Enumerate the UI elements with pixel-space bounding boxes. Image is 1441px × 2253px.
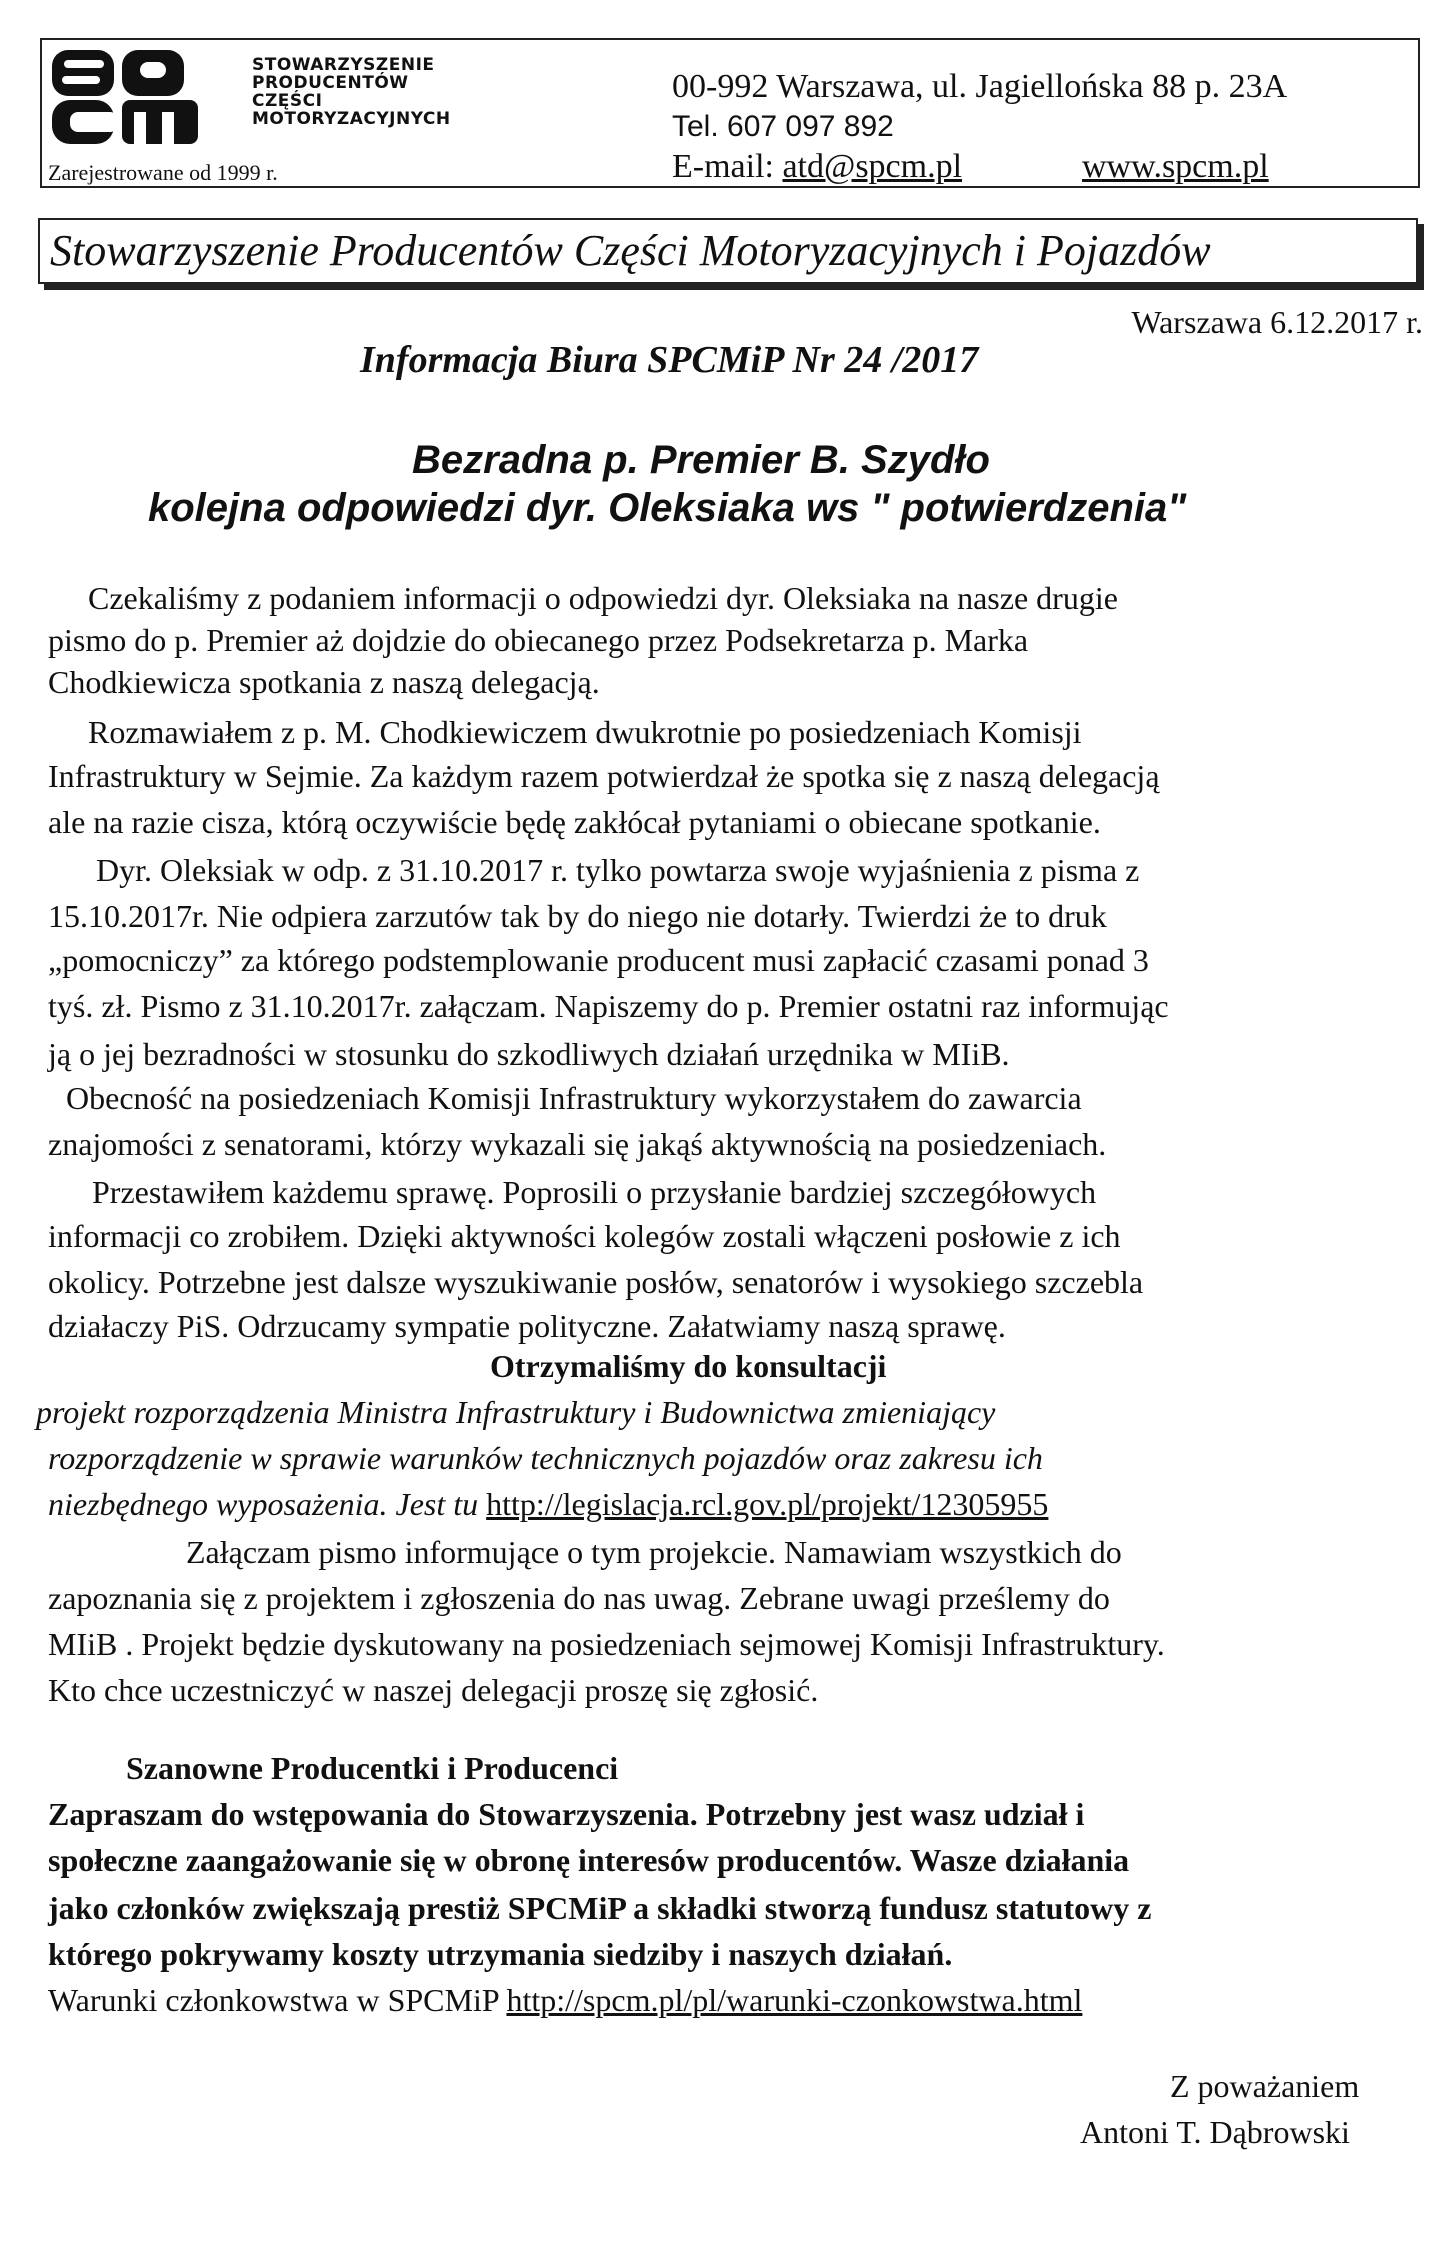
body-line: Przestawiłem każdemu sprawę. Poprosili o przysłanie bardziej szczegółowych xyxy=(92,1174,1097,1210)
body-line: Infrastruktury w Sejmie. Za każdym razem potwierdzał że spotka się z naszą delegacją xyxy=(48,758,1160,794)
logo-name xyxy=(252,56,451,128)
attachment-line: Kto chce uczestniczyć w naszej delegacji proszę się zgłosić. xyxy=(48,1672,819,1708)
attachment-line: MIiB . Projekt będzie dyskutowany na posiedzeniach sejmowej Komisji Infrastruktury. xyxy=(48,1626,1165,1662)
document-date: Warszawa 6.12.2017 r. xyxy=(1131,304,1423,340)
registration-note: Zarejestrowane od 1999 r. xyxy=(48,160,278,185)
body-line: 15.10.2017r. Nie odpiera zarzutów tak by do niego nie dotarły. Twierdzi że to druk xyxy=(48,898,1107,934)
invitation-line: Zapraszam do wstępowania do Stowarzyszenia. Potrzebny jest wasz udział i xyxy=(48,1796,1085,1832)
legislation-link[interactable]: http://legislacja.rcl.gov.pl/projekt/12305955 xyxy=(486,1486,1049,1522)
phone-number: Tel. 607 097 892 xyxy=(672,110,894,143)
body-line: informacji co zrobiłem. Dzięki aktywności kolegów zostali włączeni posłowie z ich xyxy=(48,1218,1121,1254)
organization-banner: Stowarzyszenie Producentów Części Motoryzacyjnych i Pojazdów xyxy=(38,218,1418,284)
greeting: Szanowne Producentki i Producenci xyxy=(126,1750,619,1786)
body-line: pismo do p. Premier aż dojdzie do obiecanego przez Podsekretarza p. Marka xyxy=(48,622,1029,658)
body-line: Dyr. Oleksiak w odp. z 31.10.2017 r. tylko powtarza swoje wyjaśnienia z pisma z xyxy=(96,852,1140,888)
body-line: Rozmawiałem z p. M. Chodkiewiczem dwukrotnie po posiedzeniach Komisji xyxy=(88,714,1082,750)
body-line: Chodkiewicza spotkania z naszą delegacją. xyxy=(48,664,600,700)
logo-name-line: CZĘŚCI xyxy=(252,91,323,111)
body-line: działaczy PiS. Odrzucamy sympatie polityczne. Załatwiamy naszą sprawę. xyxy=(48,1308,1006,1344)
consultation-line: projekt rozporządzenia Ministra Infrastruktury i Budownictwa zmieniający xyxy=(36,1394,996,1430)
headline-line-2: kolejna odpowiedzi dyr. Oleksiaka ws " potwierdzenia" xyxy=(148,486,1187,530)
logo-name-line: STOWARZYSZENIE xyxy=(252,55,435,75)
body-line: ale na razie cisza, którą oczywiście będę zakłócał pytaniami o obiecane spotkanie. xyxy=(48,804,1101,840)
invitation-line: jako członków zwiększają prestiż SPCMiP a składki stworzą fundusz statutowy z xyxy=(48,1890,1152,1926)
headline-line-1: Bezradna p. Premier B. Szydło xyxy=(412,438,990,482)
attachment-line: Załączam pismo informujące o tym projekcie. Namawiam wszystkich do xyxy=(186,1534,1122,1570)
invitation-line: społeczne zaangażowanie się w obronę interesów producentów. Wasze działania xyxy=(48,1842,1130,1878)
body-line: tyś. zł. Pismo z 31.10.2017r. załączam. Napiszemy do p. Premier ostatni raz informując xyxy=(48,988,1169,1024)
closing-phrase: Z poważaniem xyxy=(1170,2068,1360,2104)
signature-name: Antoni T. Dąbrowski xyxy=(1080,2114,1350,2150)
postal-address: 00-992 Warszawa, ul. Jagiellońska 88 p. 23A xyxy=(672,68,1288,105)
invitation-line: którego pokrywamy koszty utrzymania siedziby i naszych działań. xyxy=(48,1936,953,1972)
body-line: znajomości z senatorami, którzy wykazali się jakąś aktywnością na posiedzeniach. xyxy=(48,1126,1107,1162)
body-line: ją o jej bezradności w stosunku do szkodliwych działań urzędnika w MIiB. xyxy=(48,1036,1010,1072)
spcm-logo-mark xyxy=(50,46,240,146)
body-line: Obecność na posiedzeniach Komisji Infrastruktury wykorzystałem do zawarcia xyxy=(66,1080,1082,1116)
consultation-prefix: niezbędnego wyposażenia. Jest tu xyxy=(48,1486,487,1522)
membership-prefix: Warunki członkowstwa w SPCMiP xyxy=(48,1982,507,2018)
email-line xyxy=(672,148,962,186)
body-line: okolicy. Potrzebne jest dalsze wyszukiwanie posłów, senatorów i wysokiego szczebla xyxy=(48,1264,1144,1300)
consultation-line: rozporządzenie w sprawie warunków technicznych pojazdów oraz zakresu ich xyxy=(48,1440,1043,1476)
membership-line xyxy=(48,1982,1082,2018)
body-line: Czekaliśmy z podaniem informacji o odpowiedzi dyr. Oleksiaka na nasze drugie xyxy=(88,580,1118,616)
body-line: „pomocniczy” za którego podstemplowanie producent musi zapłacić czasami ponad 3 xyxy=(48,942,1149,978)
consultation-heading: Otrzymaliśmy do konsultacji xyxy=(490,1348,887,1384)
membership-link[interactable]: http://spcm.pl/pl/warunki-czonkowstwa.html xyxy=(506,1982,1083,2018)
logo-name-line: PRODUCENTÓW xyxy=(252,73,409,93)
information-title: Informacja Biura SPCMiP Nr 24 /2017 xyxy=(360,339,979,381)
attachment-line: zapoznania się z projektem i zgłoszenia do nas uwag. Zebrane uwagi prześlemy do xyxy=(48,1580,1110,1616)
logo-name-line: MOTORYZACYJNYCH xyxy=(252,109,451,129)
email-link[interactable]: atd@spcm.pl xyxy=(782,148,963,185)
consultation-line xyxy=(48,1486,1048,1522)
email-label: E-mail: xyxy=(672,148,783,185)
website-link[interactable]: www.spcm.pl xyxy=(1082,148,1269,185)
